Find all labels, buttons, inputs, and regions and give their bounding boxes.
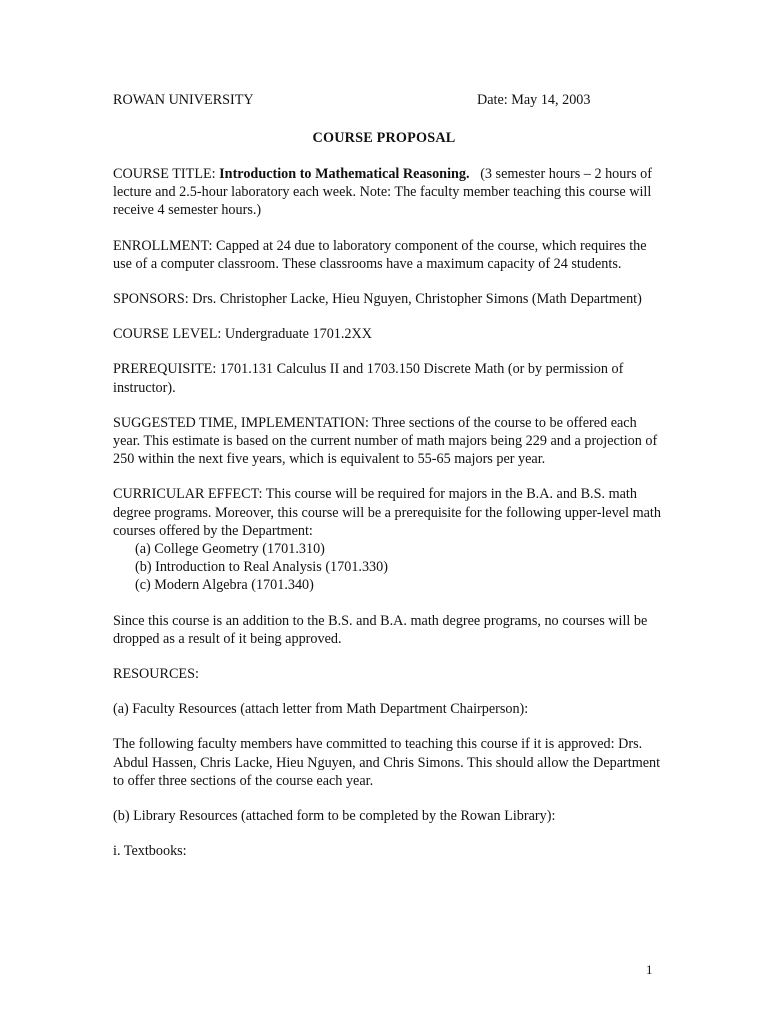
document-header — [113, 92, 613, 112]
course-level-text: Undergraduate 1701.2XX — [224, 326, 373, 343]
document-title: COURSE PROPOSAL — [312, 130, 456, 146]
prerequisite-course-list — [113, 540, 661, 595]
course-level-section — [113, 325, 661, 343]
enrollment-text: Capped at 24 due to laboratory component of the course, which requires the use of a computer classroom. These classrooms have a maximum capacity of 24 students. — [113, 237, 647, 272]
curricular-effect-text: This course will be required for majors in the B.A. and B.S. math degree programs. Moreover, this course will be a prerequisite for the following upper-level math courses offered by the Department: — [113, 486, 661, 539]
textbooks-heading: i. Textbooks: — [113, 843, 187, 860]
proposal-date: Date: May 14, 2003 — [477, 92, 591, 108]
library-resources-heading: (b) Library Resources (attached form to be completed by the Rowan Library): — [113, 808, 556, 825]
suggested-time-section — [113, 414, 661, 469]
prerequisite-text: 1701.131 Calculus II and 1703.150 Discrete Math (or by permission of instructor). — [113, 361, 624, 396]
list-item: (b) Introduction to Real Analysis (1701.330) — [135, 559, 388, 576]
suggested-time-text: Three sections of the course to be offered each year. This estimate is based on the current number of math majors being 229 and a projection of 250 within the next five years, which is equivalent to 55-65 majors per year. — [113, 414, 658, 468]
curricular-effect-label: CURRICULAR EFFECT: — [113, 486, 263, 503]
enrollment-section — [113, 237, 661, 273]
sponsors-label: SPONSORS: — [113, 291, 189, 308]
sponsors-section — [113, 290, 661, 308]
institution-name: ROWAN UNIVERSITY — [113, 92, 254, 108]
enrollment-label: ENROLLMENT: — [113, 237, 213, 254]
course-title-label: COURSE TITLE: — [113, 166, 216, 182]
faculty-resources-heading: (a) Faculty Resources (attach letter from Math Department Chairperson): — [113, 701, 529, 718]
list-item: (a) College Geometry (1701.310) — [135, 541, 325, 558]
course-title-name: Introduction to Mathematical Reasoning. — [219, 166, 470, 182]
page-number: 1 — [646, 962, 653, 977]
document-body — [113, 165, 661, 877]
addition-note: Since this course is an addition to the B.S. and B.A. math degree programs, no courses will be dropped as a result of it being approved. — [113, 612, 648, 647]
faculty-resources-text: The following faculty members have committed to teaching this course if it is approved: Drs. Abdul Hassen, Chris Lacke, Hieu Nguyen, and Chris Simons. This should allow the Department to offer three sections of the course each year. — [113, 736, 661, 789]
resources-label: RESOURCES: — [113, 666, 199, 683]
prerequisite-label: PREREQUISITE: — [113, 361, 217, 378]
prerequisite-section — [113, 360, 661, 396]
suggested-time-label: SUGGESTED TIME, IMPLEMENTATION: — [113, 414, 369, 431]
list-item: (c) Modern Algebra (1701.340) — [135, 577, 314, 594]
course-level-label: COURSE LEVEL: — [113, 326, 222, 343]
curricular-effect-section — [113, 485, 661, 540]
course-title-section — [113, 165, 661, 220]
course-title-detail: (3 semester hours – 2 hours of lecture and 2.5-hour laboratory each week. Note: The faculty member teaching this course will receive 4 semester hours.) — [113, 166, 652, 219]
sponsors-text: Drs. Christopher Lacke, Hieu Nguyen, Christopher Simons (Math Department) — [192, 291, 642, 308]
